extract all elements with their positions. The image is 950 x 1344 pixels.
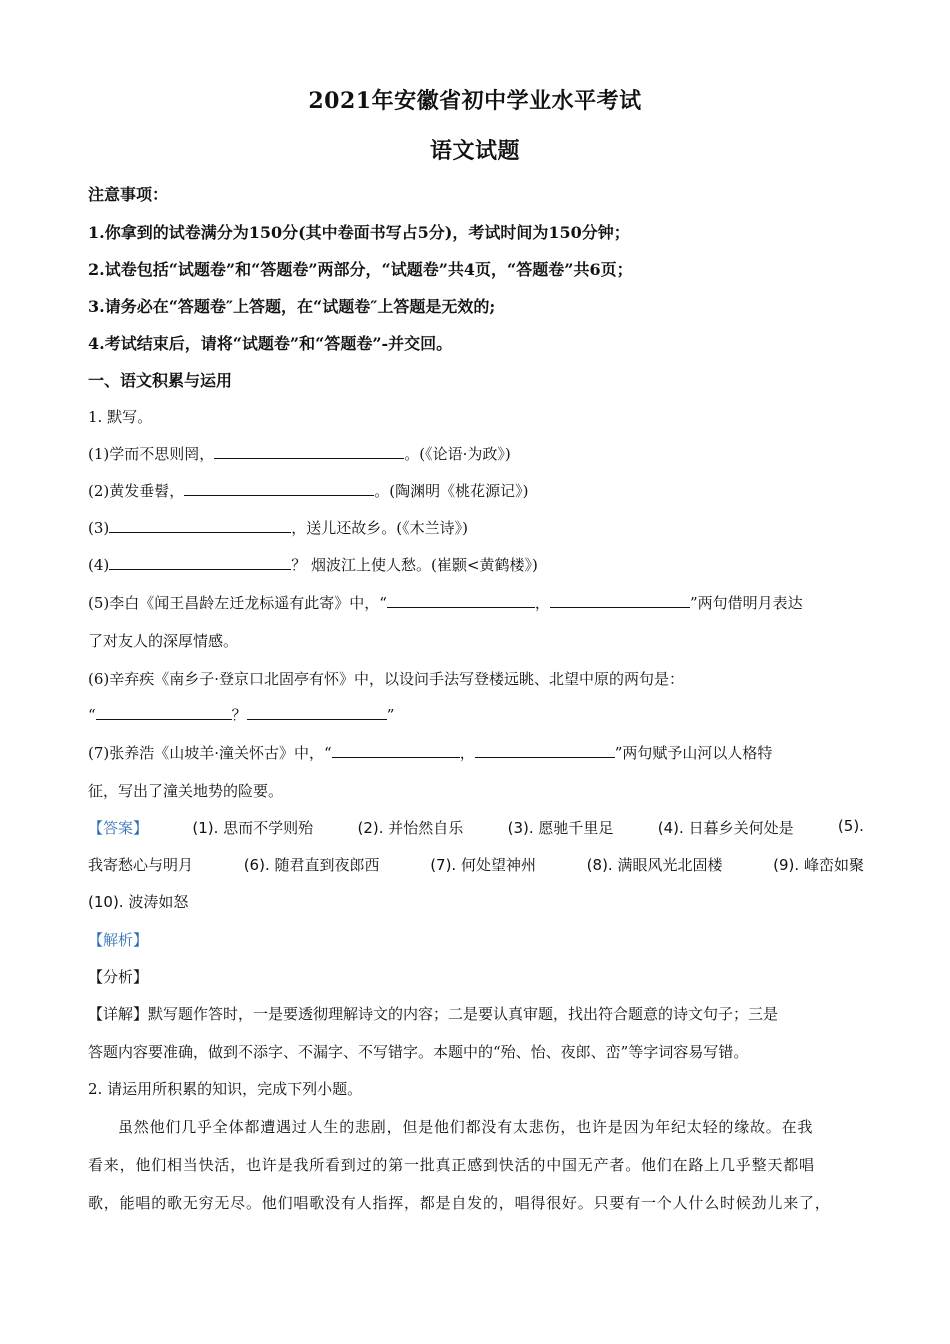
q1-part-6-blanks [88, 704, 864, 725]
analysis-label: 【解析】 [88, 931, 149, 949]
q1-part-6: (6)辛弃疾《南乡子·登京口北固亭有怀》中，以设问手法写登楼远眺、北望中原的两句是： [88, 670, 685, 688]
q1-part-5-mid: ， [534, 594, 550, 612]
answer-item: (6). 随君直到夜郎西 [243, 856, 380, 874]
answer-item: (7). 何处望神州 [430, 856, 536, 874]
answer-item: 我寄愁心与明月 [88, 856, 194, 874]
fenxi-label: 【分析】 [88, 968, 149, 986]
q1-part-4-after: ？ 烟波江上使人愁。(崔颢<黄鹤楼》) [291, 556, 538, 574]
q1-part-3-before: (3) [88, 519, 110, 537]
passage-line-1: 虽然他们几乎全体都遭遇过人生的悲剧，但是他们都没有太悲伤，也许是因为年纪太轻的缘故。在我 [118, 1118, 814, 1136]
answer-item: (3). 愿驰千里足 [507, 819, 614, 837]
answer-row-1 [88, 817, 864, 838]
q1-part-7 [88, 742, 864, 763]
detail-line-1: 【详解】默写题作答时，一是要透彻理解诗文的内容；二是要认真审题，找出符合题意的诗文句子；三是 [88, 1005, 779, 1023]
answer-item: (2). 并怡然自乐 [357, 819, 464, 837]
answer-blank [332, 743, 460, 758]
notice-heading: 注意事项： [88, 185, 169, 204]
q1-part-2-after: 。(陶渊明《桃花源记》) [374, 482, 529, 500]
q1-part-2 [88, 480, 864, 501]
q1-part-7-mid: ， [459, 744, 475, 762]
q1-part-1 [88, 443, 864, 464]
answer-blank [387, 593, 535, 608]
question-2-stem: 2. 请运用所积累的知识，完成下列小题。 [88, 1080, 363, 1098]
answer-item: (8). 满眼风光北固楼 [586, 856, 723, 874]
detail-line-2: 答题内容要准确，做到不添字、不漏字、不写错字。本题中的“殆、怡、夜郎、峦”等字词容易写错。 [88, 1043, 749, 1061]
answer-row-3: (10). 波涛如怒 [88, 893, 189, 911]
passage-line-2: 看来，他们相当快活，也许是我所看到过的第一批真正感到快活的中国无产者。他们在路上几乎整天都唱 [88, 1156, 815, 1174]
q1-part-5 [88, 592, 864, 613]
q1-part-3-after: ，送儿还故乡。(《木兰诗》) [291, 519, 468, 537]
q1-part-4-before: (4) [88, 556, 110, 574]
q1-part-5-after: ”两句借明月表达 [689, 594, 803, 612]
answer-item: (1). 思而不学则殆 [192, 819, 314, 837]
answer-blank [247, 705, 387, 720]
question-1-stem: 1. 默写。 [88, 408, 153, 426]
answer-blank [109, 518, 291, 533]
q1-part-5-cont: 了对友人的深厚情感。 [88, 632, 239, 650]
notice-item-3: 3.请务必在“答题卷″上答题，在“试题卷″上答题是无效的; [88, 297, 496, 316]
answer-blank [475, 743, 615, 758]
answer-blank [109, 555, 291, 570]
answer-item: (5). [837, 817, 864, 835]
q1-part-1-after: 。(《论语·为政》) [404, 445, 511, 463]
answer-blank [550, 593, 690, 608]
q1-part-6-mid: ？ [231, 706, 247, 724]
answer-blank [96, 705, 232, 720]
q1-part-4 [88, 554, 864, 575]
answer-item: (9). 峰峦如聚 [773, 856, 864, 874]
q1-part-7-before: (7)张养浩《山坡羊·潼关怀古》中，“ [88, 744, 332, 762]
answer-label: 【答案】 [88, 819, 149, 837]
exam-subtitle: 语文试题 [429, 138, 520, 164]
answer-blank [184, 481, 374, 496]
answer-item: (4). 日暮乡关何处是 [657, 819, 794, 837]
notice-item-4: 4.考试结束后，请将“试题卷”和“答题卷”-并交回。 [88, 334, 453, 353]
q1-part-3 [88, 517, 864, 538]
q1-part-2-before: (2)黄发垂髫， [88, 482, 185, 500]
notice-item-2: 2.试卷包括“试题卷”和“答题卷”两部分，“试题卷”共4页，“答题卷”共6页； [88, 260, 633, 279]
q1-part-6-open: “ [88, 706, 96, 724]
q1-part-5-before: (5)李白《闻王昌龄左迁龙标遥有此寄》中，“ [88, 594, 387, 612]
q1-part-6-close: ” [386, 706, 395, 724]
q1-part-7-after: ”两句赋予山河以人格特 [614, 744, 773, 762]
notice-item-1: 1.你拿到的试卷满分为150分(其中卷面书写占5分)，考试时间为150分钟； [88, 223, 630, 242]
passage-line-3: 歌，能唱的歌无穷无尽。他们唱歌没有人指挥，都是自发的，唱得很好。只要有一个人什么时候劲儿来了， [88, 1194, 831, 1212]
answer-blank [214, 444, 404, 459]
q1-part-7-cont: 征，写出了潼关地势的险要。 [88, 782, 284, 800]
section-heading-1: 一、语文积累与运用 [88, 371, 233, 390]
q1-part-1-before: (1)学而不思则罔， [88, 445, 215, 463]
answer-row-2 [88, 854, 864, 875]
exam-title: 2021年安徽省初中学业水平考试 [308, 88, 642, 114]
